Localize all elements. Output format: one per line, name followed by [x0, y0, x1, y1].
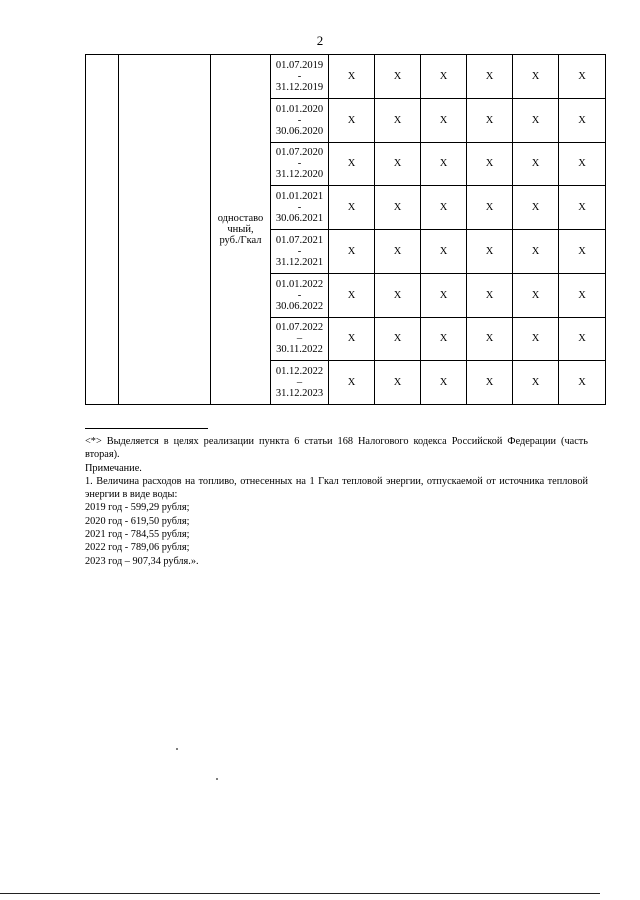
period-cell	[271, 361, 329, 405]
period-cell	[271, 186, 329, 230]
value-cell: Х	[329, 273, 375, 317]
period-dash: -	[297, 289, 302, 301]
remark-item-1: 1. Величина расходов на топливо, отнесенных на 1 Гкал тепловой энергии, отпускаемой от источника тепловой энергии в виде воды:	[85, 475, 588, 501]
period-dash: -	[297, 158, 302, 170]
value-cell: Х	[513, 98, 559, 142]
period-start: 01.01.2022	[275, 278, 324, 290]
value-cell: Х	[421, 98, 467, 142]
value-cell: Х	[329, 98, 375, 142]
value-cell: Х	[559, 361, 606, 405]
period-start: 01.01.2021	[275, 191, 324, 203]
value-cell: Х	[559, 230, 606, 274]
value-cell: Х	[421, 317, 467, 361]
fuel-cost-2020: 2020 год - 619,50 рубля;	[85, 515, 190, 527]
value-cell: Х	[467, 317, 513, 361]
value-cell: Х	[329, 55, 375, 99]
period-cell	[271, 230, 329, 274]
value-cell: Х	[467, 142, 513, 186]
value-cell: Х	[329, 317, 375, 361]
period-start: 01.01.2020	[275, 103, 324, 115]
period-end: 30.11.2022	[276, 344, 323, 356]
period-start: 01.07.2020	[275, 147, 324, 159]
value-cell: Х	[375, 317, 421, 361]
value-cell: Х	[513, 273, 559, 317]
value-cell: Х	[513, 186, 559, 230]
value-cell: Х	[559, 186, 606, 230]
remark-title: Примечание.	[85, 462, 142, 474]
value-cell: Х	[467, 186, 513, 230]
value-cell: Х	[513, 142, 559, 186]
period-end: 31.12.2021	[275, 256, 324, 268]
value-cell: Х	[513, 361, 559, 405]
value-cell: Х	[559, 55, 606, 99]
value-cell: Х	[421, 142, 467, 186]
value-cell: Х	[467, 361, 513, 405]
period-dash: -	[297, 202, 302, 214]
period-cell	[271, 142, 329, 186]
period-end: 30.06.2022	[275, 300, 324, 312]
value-cell: Х	[513, 317, 559, 361]
period-dash: –	[296, 377, 303, 389]
value-cell: Х	[375, 98, 421, 142]
scan-speck	[216, 778, 218, 780]
period-dash: -	[297, 70, 302, 82]
empty-number-cell	[86, 55, 119, 405]
period-dash: –	[296, 333, 303, 345]
tariff-table	[85, 54, 606, 405]
value-cell: Х	[559, 317, 606, 361]
period-cell	[271, 317, 329, 361]
fuel-cost-2023: 2023 год – 907,34 рубля.».	[85, 555, 199, 567]
scan-edge-line	[0, 893, 600, 894]
period-start: 01.07.2019	[275, 59, 324, 71]
period-end: 30.06.2021	[275, 213, 324, 225]
value-cell: Х	[421, 55, 467, 99]
footnote-text: <*> Выделяется в целях реализации пункта 6 статьи 168 Налогового кодекса Российской Федерации (часть вторая).	[85, 436, 588, 461]
value-cell: Х	[513, 55, 559, 99]
period-end: 30.06.2020	[275, 125, 324, 137]
value-cell: Х	[329, 142, 375, 186]
value-cell: Х	[375, 55, 421, 99]
fuel-cost-2021: 2021 год - 784,55 рубля;	[85, 529, 190, 541]
period-start: 01.07.2021	[275, 234, 324, 246]
period-end: 31.12.2023	[275, 388, 324, 400]
value-cell: Х	[421, 273, 467, 317]
value-cell: Х	[467, 273, 513, 317]
value-cell: Х	[375, 273, 421, 317]
tariff-table-body	[86, 55, 606, 405]
value-cell: Х	[513, 230, 559, 274]
unit-label-line: руб./Гкал	[219, 235, 262, 246]
period-start: 01.12.2022	[275, 366, 324, 378]
value-cell: Х	[375, 142, 421, 186]
period-dash: -	[297, 114, 302, 126]
table-row	[86, 55, 606, 99]
period-cell	[271, 55, 329, 99]
footnote-separator	[85, 428, 208, 429]
fuel-cost-2022: 2022 год - 789,06 рубля;	[85, 542, 190, 554]
value-cell: Х	[559, 273, 606, 317]
fuel-cost-2019: 2019 год - 599,29 рубля;	[85, 502, 190, 514]
value-cell: Х	[329, 230, 375, 274]
value-cell: Х	[329, 186, 375, 230]
value-cell: Х	[559, 98, 606, 142]
value-cell: Х	[559, 142, 606, 186]
notes-block	[85, 435, 588, 568]
period-cell	[271, 98, 329, 142]
unit-label-line: одноставо	[217, 213, 264, 224]
period-cell	[271, 273, 329, 317]
value-cell: Х	[375, 186, 421, 230]
period-end: 31.12.2019	[275, 81, 324, 93]
value-cell: Х	[467, 230, 513, 274]
value-cell: Х	[375, 230, 421, 274]
period-end: 31.12.2020	[275, 169, 324, 181]
empty-name-cell	[119, 55, 211, 405]
page-number: 2	[316, 33, 324, 48]
period-start: 01.07.2022	[275, 322, 324, 334]
scan-speck	[176, 748, 178, 750]
value-cell: Х	[421, 230, 467, 274]
unit-cell	[211, 55, 271, 405]
value-cell: Х	[375, 361, 421, 405]
value-cell: Х	[467, 98, 513, 142]
value-cell: Х	[329, 361, 375, 405]
value-cell: Х	[467, 55, 513, 99]
value-cell: Х	[421, 186, 467, 230]
period-dash: -	[297, 245, 302, 257]
value-cell: Х	[421, 361, 467, 405]
unit-label-line: чный,	[227, 224, 254, 235]
